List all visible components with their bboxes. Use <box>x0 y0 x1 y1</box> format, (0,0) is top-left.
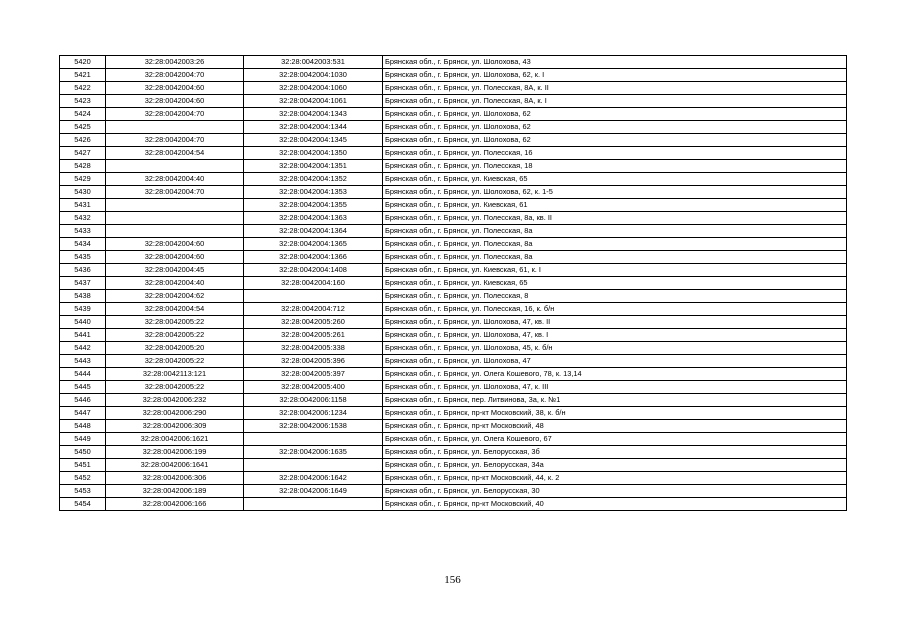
table-row <box>60 134 847 147</box>
table-row <box>60 316 847 329</box>
row-number-cell: 5422 <box>60 82 106 95</box>
row-number-cell: 5436 <box>60 264 106 277</box>
row-number-cell: 5449 <box>60 433 106 446</box>
new-cadastral-number-cell: 32:28:0042005:260 <box>244 316 383 329</box>
address-cell: Брянская обл., г. Брянск, ул. Полесская, 8а, кв. II <box>383 212 847 225</box>
new-cadastral-number-cell <box>244 459 383 472</box>
new-cadastral-number-cell: 32:28:0042005:338 <box>244 342 383 355</box>
new-cadastral-number-cell: 32:28:0042005:400 <box>244 381 383 394</box>
table-row <box>60 420 847 433</box>
table-row <box>60 303 847 316</box>
table-row <box>60 82 847 95</box>
table-row <box>60 225 847 238</box>
table-row <box>60 173 847 186</box>
new-cadastral-number-cell: 32:28:0042004:1352 <box>244 173 383 186</box>
row-number-cell: 5451 <box>60 459 106 472</box>
new-cadastral-number-cell: 32:28:0042004:1061 <box>244 95 383 108</box>
table-row <box>60 329 847 342</box>
row-number-cell: 5427 <box>60 147 106 160</box>
address-cell: Брянская обл., г. Брянск, ул. Шолохова, 47, к. III <box>383 381 847 394</box>
old-cadastral-number-cell: 32:28:0042004:45 <box>106 264 244 277</box>
new-cadastral-number-cell: 32:28:0042006:1158 <box>244 394 383 407</box>
old-cadastral-number-cell: 32:28:0042005:22 <box>106 329 244 342</box>
address-cell: Брянская обл., г. Брянск, ул. Шолохова, 62 <box>383 108 847 121</box>
old-cadastral-number-cell: 32:28:0042005:20 <box>106 342 244 355</box>
address-cell: Брянская обл., г. Брянск, ул. Шолохова, 62, к. I <box>383 69 847 82</box>
table-row <box>60 498 847 511</box>
row-number-cell: 5453 <box>60 485 106 498</box>
old-cadastral-number-cell: 32:28:0042004:54 <box>106 147 244 160</box>
row-number-cell: 5441 <box>60 329 106 342</box>
table-row <box>60 108 847 121</box>
table-row <box>60 407 847 420</box>
row-number-cell: 5439 <box>60 303 106 316</box>
table-row <box>60 238 847 251</box>
address-cell: Брянская обл., г. Брянск, ул. Полесская, 16 <box>383 147 847 160</box>
old-cadastral-number-cell: 32:28:0042113:121 <box>106 368 244 381</box>
old-cadastral-number-cell: 32:28:0042004:54 <box>106 303 244 316</box>
new-cadastral-number-cell: 32:28:0042006:1538 <box>244 420 383 433</box>
old-cadastral-number-cell: 32:28:0042004:40 <box>106 277 244 290</box>
row-number-cell: 5432 <box>60 212 106 225</box>
address-cell: Брянская обл., г. Брянск, ул. Олега Кошевого, 78, к. 13,14 <box>383 368 847 381</box>
old-cadastral-number-cell: 32:28:0042005:22 <box>106 381 244 394</box>
address-cell: Брянская обл., г. Брянск, ул. Киевская, 61, к. I <box>383 264 847 277</box>
old-cadastral-number-cell: 32:28:0042004:70 <box>106 186 244 199</box>
new-cadastral-number-cell: 32:28:0042004:1343 <box>244 108 383 121</box>
old-cadastral-number-cell: 32:28:0042006:309 <box>106 420 244 433</box>
address-cell: Брянская обл., г. Брянск, ул. Шолохова, 43 <box>383 56 847 69</box>
row-number-cell: 5430 <box>60 186 106 199</box>
old-cadastral-number-cell: 32:28:0042005:22 <box>106 355 244 368</box>
table-row <box>60 212 847 225</box>
table-row <box>60 160 847 173</box>
address-cell: Брянская обл., г. Брянск, ул. Белорусская, 30 <box>383 485 847 498</box>
table-row <box>60 186 847 199</box>
row-number-cell: 5440 <box>60 316 106 329</box>
old-cadastral-number-cell: 32:28:0042006:1641 <box>106 459 244 472</box>
old-cadastral-number-cell: 32:28:0042006:232 <box>106 394 244 407</box>
old-cadastral-number-cell: 32:28:0042004:70 <box>106 108 244 121</box>
new-cadastral-number-cell: 32:28:0042004:1345 <box>244 134 383 147</box>
new-cadastral-number-cell: 32:28:0042004:1030 <box>244 69 383 82</box>
new-cadastral-number-cell <box>244 498 383 511</box>
address-cell: Брянская обл., г. Брянск, ул. Полесская, 8А, к. II <box>383 82 847 95</box>
address-cell: Брянская обл., г. Брянск, ул. Шолохова, 47, кв. II <box>383 316 847 329</box>
address-cell: Брянская обл., г. Брянск, ул. Полесская, 8а <box>383 225 847 238</box>
table-row <box>60 251 847 264</box>
address-cell: Брянская обл., г. Брянск, ул. Полесская, 8а <box>383 238 847 251</box>
row-number-cell: 5445 <box>60 381 106 394</box>
old-cadastral-number-cell: 32:28:0042004:70 <box>106 69 244 82</box>
old-cadastral-number-cell: 32:28:0042004:62 <box>106 290 244 303</box>
old-cadastral-number-cell: 32:28:0042006:1621 <box>106 433 244 446</box>
address-cell: Брянская обл., г. Брянск, ул. Олега Кошевого, 67 <box>383 433 847 446</box>
new-cadastral-number-cell: 32:28:0042004:1060 <box>244 82 383 95</box>
new-cadastral-number-cell: 32:28:0042006:1649 <box>244 485 383 498</box>
address-cell: Брянская обл., г. Брянск, ул. Белорусская, 3б <box>383 446 847 459</box>
table-row <box>60 277 847 290</box>
table-row <box>60 95 847 108</box>
address-cell: Брянская обл., г. Брянск, ул. Полесская, 18 <box>383 160 847 173</box>
table-row <box>60 290 847 303</box>
row-number-cell: 5426 <box>60 134 106 147</box>
address-cell: Брянская обл., г. Брянск, пр-кт Московский, 38, к. б/н <box>383 407 847 420</box>
row-number-cell: 5420 <box>60 56 106 69</box>
row-number-cell: 5443 <box>60 355 106 368</box>
old-cadastral-number-cell: 32:28:0042004:60 <box>106 95 244 108</box>
address-cell: Брянская обл., г. Брянск, ул. Белорусская, 34а <box>383 459 847 472</box>
address-cell: Брянская обл., г. Брянск, ул. Шолохова, 62 <box>383 134 847 147</box>
new-cadastral-number-cell: 32:28:0042005:397 <box>244 368 383 381</box>
table-row <box>60 121 847 134</box>
new-cadastral-number-cell: 32:28:0042003:531 <box>244 56 383 69</box>
old-cadastral-number-cell <box>106 225 244 238</box>
page-number: 156 <box>444 574 461 586</box>
table-row <box>60 56 847 69</box>
row-number-cell: 5450 <box>60 446 106 459</box>
new-cadastral-number-cell: 32:28:0042006:1642 <box>244 472 383 485</box>
old-cadastral-number-cell: 32:28:0042006:166 <box>106 498 244 511</box>
new-cadastral-number-cell: 32:28:0042004:1351 <box>244 160 383 173</box>
address-cell: Брянская обл., г. Брянск, ул. Шолохова, 62, к. 1-5 <box>383 186 847 199</box>
row-number-cell: 5438 <box>60 290 106 303</box>
old-cadastral-number-cell: 32:28:0042004:70 <box>106 134 244 147</box>
address-cell: Брянская обл., г. Брянск, ул. Шолохова, 47 <box>383 355 847 368</box>
address-cell: Брянская обл., г. Брянск, ул. Полесская, 8 <box>383 290 847 303</box>
old-cadastral-number-cell: 32:28:0042006:199 <box>106 446 244 459</box>
old-cadastral-number-cell <box>106 212 244 225</box>
new-cadastral-number-cell <box>244 433 383 446</box>
row-number-cell: 5444 <box>60 368 106 381</box>
old-cadastral-number-cell <box>106 160 244 173</box>
row-number-cell: 5429 <box>60 173 106 186</box>
row-number-cell: 5454 <box>60 498 106 511</box>
address-cell: Брянская обл., г. Брянск, пер. Литвинова, 3а, к. №1 <box>383 394 847 407</box>
row-number-cell: 5431 <box>60 199 106 212</box>
row-number-cell: 5446 <box>60 394 106 407</box>
row-number-cell: 5423 <box>60 95 106 108</box>
table-row <box>60 368 847 381</box>
row-number-cell: 5424 <box>60 108 106 121</box>
address-cell: Брянская обл., г. Брянск, пр-кт Московский, 48 <box>383 420 847 433</box>
new-cadastral-number-cell: 32:28:0042004:1408 <box>244 264 383 277</box>
address-cell: Брянская обл., г. Брянск, пр-кт Московский, 40 <box>383 498 847 511</box>
row-number-cell: 5421 <box>60 69 106 82</box>
address-cell: Брянская обл., г. Брянск, ул. Киевская, 61 <box>383 199 847 212</box>
new-cadastral-number-cell: 32:28:0042004:1344 <box>244 121 383 134</box>
new-cadastral-number-cell: 32:28:0042004:1364 <box>244 225 383 238</box>
new-cadastral-number-cell: 32:28:0042004:712 <box>244 303 383 316</box>
table-row <box>60 446 847 459</box>
row-number-cell: 5448 <box>60 420 106 433</box>
old-cadastral-number-cell: 32:28:0042003:26 <box>106 56 244 69</box>
table-row <box>60 472 847 485</box>
new-cadastral-number-cell: 32:28:0042006:1234 <box>244 407 383 420</box>
new-cadastral-number-cell: 32:28:0042004:1355 <box>244 199 383 212</box>
new-cadastral-number-cell <box>244 290 383 303</box>
row-number-cell: 5425 <box>60 121 106 134</box>
table-body <box>60 56 847 511</box>
address-cell: Брянская обл., г. Брянск, ул. Полесская, 8А, к. I <box>383 95 847 108</box>
new-cadastral-number-cell: 32:28:0042004:160 <box>244 277 383 290</box>
new-cadastral-number-cell: 32:28:0042004:1363 <box>244 212 383 225</box>
old-cadastral-number-cell: 32:28:0042006:306 <box>106 472 244 485</box>
old-cadastral-number-cell: 32:28:0042006:189 <box>106 485 244 498</box>
new-cadastral-number-cell: 32:28:0042004:1365 <box>244 238 383 251</box>
row-number-cell: 5434 <box>60 238 106 251</box>
cadastral-table <box>59 55 847 511</box>
old-cadastral-number-cell: 32:28:0042006:290 <box>106 407 244 420</box>
address-cell: Брянская обл., г. Брянск, пр-кт Московский, 44, к. 2 <box>383 472 847 485</box>
address-cell: Брянская обл., г. Брянск, ул. Шолохова, 62 <box>383 121 847 134</box>
new-cadastral-number-cell: 32:28:0042005:396 <box>244 355 383 368</box>
old-cadastral-number-cell: 32:28:0042004:40 <box>106 173 244 186</box>
address-cell: Брянская обл., г. Брянск, ул. Киевская, 65 <box>383 173 847 186</box>
row-number-cell: 5442 <box>60 342 106 355</box>
old-cadastral-number-cell <box>106 199 244 212</box>
address-cell: Брянская обл., г. Брянск, ул. Шолохова, 47, кв. I <box>383 329 847 342</box>
row-number-cell: 5447 <box>60 407 106 420</box>
table-row <box>60 264 847 277</box>
table-row <box>60 147 847 160</box>
table-row <box>60 199 847 212</box>
table-row <box>60 381 847 394</box>
table-row <box>60 69 847 82</box>
new-cadastral-number-cell: 32:28:0042004:1366 <box>244 251 383 264</box>
row-number-cell: 5452 <box>60 472 106 485</box>
new-cadastral-number-cell: 32:28:0042005:261 <box>244 329 383 342</box>
row-number-cell: 5435 <box>60 251 106 264</box>
address-cell: Брянская обл., г. Брянск, ул. Полесская, 8а <box>383 251 847 264</box>
new-cadastral-number-cell: 32:28:0042004:1353 <box>244 186 383 199</box>
address-cell: Брянская обл., г. Брянск, ул. Шолохова, 45, к. б/н <box>383 342 847 355</box>
old-cadastral-number-cell: 32:28:0042004:60 <box>106 238 244 251</box>
table-row <box>60 394 847 407</box>
address-cell: Брянская обл., г. Брянск, ул. Киевская, 65 <box>383 277 847 290</box>
new-cadastral-number-cell: 32:28:0042006:1635 <box>244 446 383 459</box>
address-cell: Брянская обл., г. Брянск, ул. Полесская, 16, к. б/н <box>383 303 847 316</box>
table-row <box>60 485 847 498</box>
table-row <box>60 433 847 446</box>
table-row <box>60 459 847 472</box>
new-cadastral-number-cell: 32:28:0042004:1350 <box>244 147 383 160</box>
row-number-cell: 5428 <box>60 160 106 173</box>
row-number-cell: 5433 <box>60 225 106 238</box>
table-row <box>60 342 847 355</box>
old-cadastral-number-cell: 32:28:0042004:60 <box>106 251 244 264</box>
row-number-cell: 5437 <box>60 277 106 290</box>
old-cadastral-number-cell <box>106 121 244 134</box>
table-row <box>60 355 847 368</box>
old-cadastral-number-cell: 32:28:0042004:60 <box>106 82 244 95</box>
old-cadastral-number-cell: 32:28:0042005:22 <box>106 316 244 329</box>
